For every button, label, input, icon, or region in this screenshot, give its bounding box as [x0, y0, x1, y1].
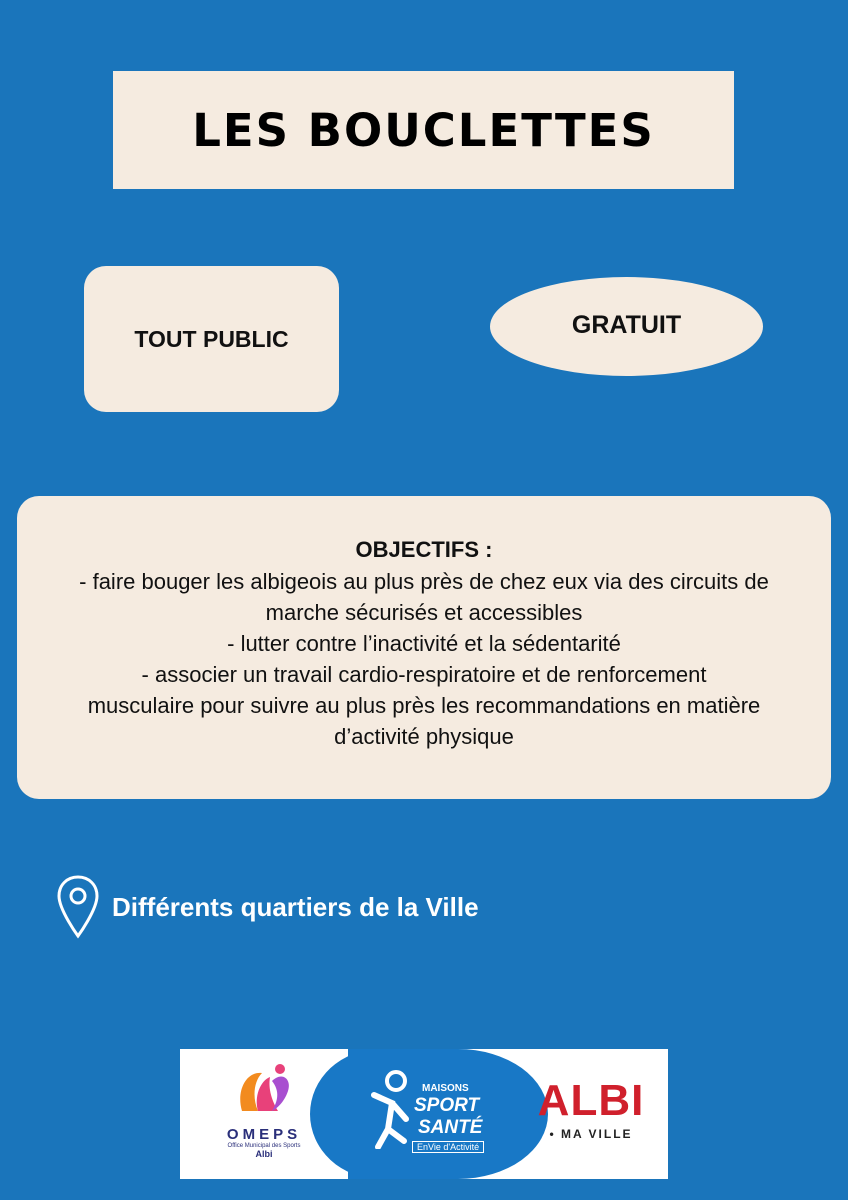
albi-tagline: • MA VILLE: [549, 1127, 633, 1141]
audience-badge: [84, 266, 339, 412]
audience-label: TOUT PUBLIC: [134, 325, 289, 352]
location-text: Différents quartiers de la Ville: [112, 891, 479, 922]
objective-line: - associer un travail cardio-respiratoire et de renforcement: [141, 662, 707, 687]
price-badge: [490, 277, 763, 376]
title-banner: [113, 71, 734, 189]
objective-line: - lutter contre l’inactivité et la sédentarité: [227, 631, 621, 656]
mss-line1: MAISONS: [422, 1083, 469, 1094]
objectives-heading: OBJECTIFS :: [355, 537, 493, 562]
objective-line: marche sécurisés et accessibles: [265, 600, 583, 625]
mss-line2: SPORT: [414, 1095, 480, 1116]
omeps-acronym: OMEPS: [226, 1126, 302, 1143]
objective-line: - faire bouger les albigeois au plus près de chez eux via des circuits de: [79, 569, 769, 594]
map-pin-icon: [56, 874, 100, 940]
page-title: LES BOUCLETTES: [192, 103, 655, 157]
partner-logos: [180, 1049, 668, 1179]
location-row: [56, 872, 479, 942]
albi-wordmark: ALBI: [537, 1076, 645, 1125]
mss-line3: SANTÉ: [418, 1117, 483, 1138]
albi-logo: [536, 1076, 646, 1141]
omeps-emblem-icon: [232, 1061, 296, 1117]
price-label: GRATUIT: [571, 311, 682, 339]
objective-line: musculaire pour suivre au plus près les recommandations en matière: [87, 693, 761, 718]
athlete-icon: [366, 1069, 416, 1149]
omeps-subtitle: Office Municipal des Sports: [227, 1143, 301, 1149]
omeps-city: Albi: [255, 1149, 273, 1159]
mss-tagline: EnVie d'Activité: [412, 1141, 484, 1153]
omeps-logo: [208, 1061, 320, 1159]
objective-line: d’activité physique: [334, 724, 514, 749]
objectives-panel: [17, 496, 831, 799]
